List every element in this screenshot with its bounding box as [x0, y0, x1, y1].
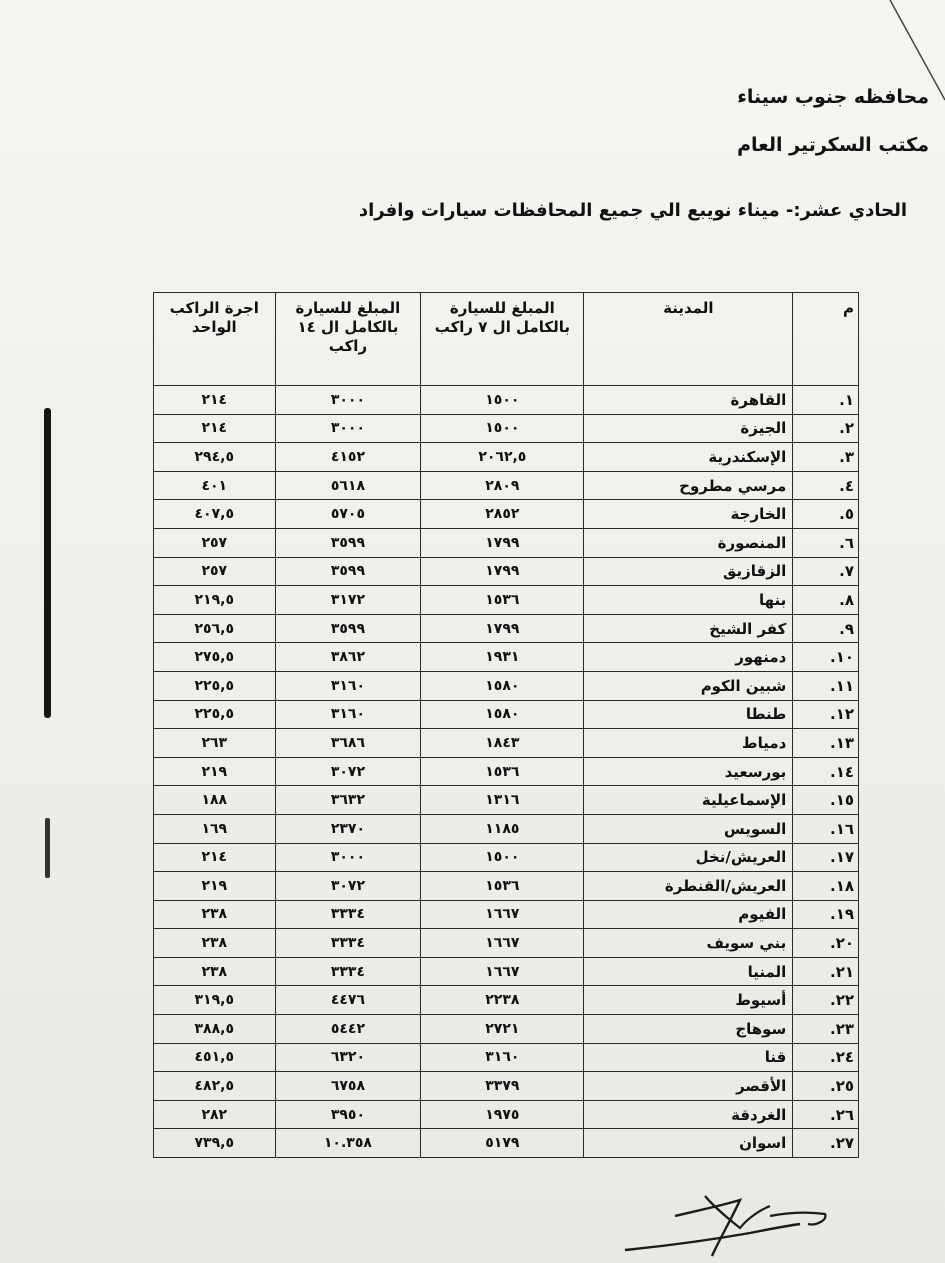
per-passenger-fare: ٢٢٥,٥: [154, 700, 276, 729]
car-7-seats-fare: ٢٧٢١: [421, 1015, 584, 1044]
section-title: الحادي عشر:- ميناء نويبع الي جميع المحافظات سيارات وافراد: [358, 200, 907, 221]
per-passenger-fare: ٢٧٥,٥: [154, 643, 276, 672]
car-7-seats-fare: ١٣١٦: [421, 786, 584, 815]
row-index: ٩.: [793, 614, 859, 643]
table-row: [154, 786, 859, 815]
per-passenger-fare: ٢٩٤,٥: [154, 443, 276, 472]
per-passenger-fare: ٢٥٦,٥: [154, 614, 276, 643]
row-index: ٢١.: [793, 957, 859, 986]
car-14-seats-fare: ٤٤٧٦: [275, 986, 421, 1015]
per-passenger-fare: ٢٥٧: [154, 528, 276, 557]
city-name: العريش/القنطرة: [584, 872, 793, 901]
car-14-seats-fare: ٣٥٩٩: [275, 528, 421, 557]
row-index: ٢٢.: [793, 986, 859, 1015]
row-index: ٢٠.: [793, 929, 859, 958]
row-index: ١٢.: [793, 700, 859, 729]
governorate-heading: محافظه جنوب سيناء: [737, 86, 929, 108]
row-index: ١٣.: [793, 729, 859, 758]
per-passenger-fare: ٢٥٧: [154, 557, 276, 586]
row-index: ١٠.: [793, 643, 859, 672]
table-row: [154, 471, 859, 500]
per-passenger-fare: ٢٢٥,٥: [154, 671, 276, 700]
city-name: طنطا: [584, 700, 793, 729]
car-14-seats-fare: ٣٠٠٠: [275, 843, 421, 872]
car-14-seats-fare: ٤١٥٢: [275, 443, 421, 472]
car-7-seats-fare: ١٥٨٠: [421, 700, 584, 729]
city-name: الغردقة: [584, 1100, 793, 1129]
car-7-seats-fare: ١٨٤٣: [421, 729, 584, 758]
per-passenger-fare: ٤٨٢,٥: [154, 1072, 276, 1101]
car-14-seats-fare: ١٠.٣٥٨: [275, 1129, 421, 1158]
table-row: [154, 614, 859, 643]
table-row: [154, 414, 859, 443]
car-14-seats-fare: ٣١٦٠: [275, 700, 421, 729]
car-7-seats-fare: ١٥٣٦: [421, 586, 584, 615]
row-index: ١٥.: [793, 786, 859, 815]
table-row: [154, 557, 859, 586]
row-index: ٨.: [793, 586, 859, 615]
per-passenger-fare: ٢١٤: [154, 414, 276, 443]
table-row: [154, 900, 859, 929]
row-index: ٢٦.: [793, 1100, 859, 1129]
signature: [620, 1188, 850, 1263]
car-7-seats-fare: ١٦٦٧: [421, 929, 584, 958]
car-7-seats-fare: ٢٠٦٢,٥: [421, 443, 584, 472]
row-index: ٢٤.: [793, 1043, 859, 1072]
row-index: ٢٥.: [793, 1072, 859, 1101]
table-row: [154, 757, 859, 786]
car-14-seats-fare: ٦٧٥٨: [275, 1072, 421, 1101]
row-index: ٥.: [793, 500, 859, 529]
row-index: ١.: [793, 386, 859, 415]
per-passenger-fare: ٢٦٣: [154, 729, 276, 758]
per-passenger-fare: ٢١٩: [154, 757, 276, 786]
car-14-seats-fare: ٣٣٣٤: [275, 900, 421, 929]
car-14-seats-fare: ٣٦٣٢: [275, 786, 421, 815]
per-passenger-fare: ٢٣٨: [154, 929, 276, 958]
city-name: الأقصر: [584, 1072, 793, 1101]
row-index: ٦.: [793, 528, 859, 557]
row-index: ٢٧.: [793, 1129, 859, 1158]
column-header-city: المدينة: [584, 293, 793, 386]
table-row: [154, 1043, 859, 1072]
city-name: اسوان: [584, 1129, 793, 1158]
table-row: [154, 814, 859, 843]
city-name: الإسكندرية: [584, 443, 793, 472]
table-row: [154, 586, 859, 615]
row-index: ١٩.: [793, 900, 859, 929]
car-7-seats-fare: ١٧٩٩: [421, 614, 584, 643]
row-index: ٢٣.: [793, 1015, 859, 1044]
car-7-seats-fare: ١٦٦٧: [421, 957, 584, 986]
car-7-seats-fare: ١٥٠٠: [421, 414, 584, 443]
per-passenger-fare: ٧٣٩,٥: [154, 1129, 276, 1158]
fares-table: [153, 292, 859, 1158]
per-passenger-fare: ٣٨٨,٥: [154, 1015, 276, 1044]
table-row: [154, 929, 859, 958]
table-row: [154, 729, 859, 758]
per-passenger-fare: ٢٣٨: [154, 900, 276, 929]
scan-edge-shadow: [44, 408, 51, 718]
table-row: [154, 843, 859, 872]
car-7-seats-fare: ٢٨٥٢: [421, 500, 584, 529]
table-header-row: [154, 293, 859, 386]
table-row: [154, 1015, 859, 1044]
office-heading: مكتب السكرتير العام: [737, 134, 929, 156]
city-name: قنا: [584, 1043, 793, 1072]
scan-edge-mark: [45, 818, 50, 878]
car-14-seats-fare: ٣٠٧٢: [275, 757, 421, 786]
per-passenger-fare: ١٨٨: [154, 786, 276, 815]
per-passenger-fare: ٢١٩,٥: [154, 586, 276, 615]
car-7-seats-fare: ٢٨٠٩: [421, 471, 584, 500]
table-row: [154, 986, 859, 1015]
table-row: [154, 700, 859, 729]
table-row: [154, 643, 859, 672]
car-14-seats-fare: ٣١٦٠: [275, 671, 421, 700]
car-7-seats-fare: ١٥٠٠: [421, 386, 584, 415]
car-14-seats-fare: ٣٠٠٠: [275, 386, 421, 415]
car-7-seats-fare: ١٥٠٠: [421, 843, 584, 872]
table-row: [154, 957, 859, 986]
city-name: الخارجة: [584, 500, 793, 529]
car-14-seats-fare: ٣٥٩٩: [275, 614, 421, 643]
car-14-seats-fare: ٥٧٠٥: [275, 500, 421, 529]
row-index: ١١.: [793, 671, 859, 700]
table-row: [154, 1129, 859, 1158]
car-7-seats-fare: ١٧٩٩: [421, 528, 584, 557]
per-passenger-fare: ٣١٩,٥: [154, 986, 276, 1015]
per-passenger-fare: ١٦٩: [154, 814, 276, 843]
city-name: دمنهور: [584, 643, 793, 672]
car-14-seats-fare: ٣٦٨٦: [275, 729, 421, 758]
car-7-seats-fare: ٢٢٣٨: [421, 986, 584, 1015]
column-header-per-passenger: اجرة الراكب الواحد: [154, 293, 276, 386]
car-7-seats-fare: ١٧٩٩: [421, 557, 584, 586]
car-7-seats-fare: ١٥٨٠: [421, 671, 584, 700]
table-row: [154, 443, 859, 472]
car-14-seats-fare: ٣٣٣٤: [275, 929, 421, 958]
city-name: الإسماعيلية: [584, 786, 793, 815]
per-passenger-fare: ٢١٤: [154, 386, 276, 415]
car-7-seats-fare: ٣١٦٠: [421, 1043, 584, 1072]
per-passenger-fare: ٢١٤: [154, 843, 276, 872]
car-14-seats-fare: ٥٤٤٢: [275, 1015, 421, 1044]
row-index: ١٦.: [793, 814, 859, 843]
car-7-seats-fare: ١١٨٥: [421, 814, 584, 843]
car-7-seats-fare: ٥١٧٩: [421, 1129, 584, 1158]
car-14-seats-fare: ٣٥٩٩: [275, 557, 421, 586]
city-name: بورسعيد: [584, 757, 793, 786]
city-name: الفيوم: [584, 900, 793, 929]
city-name: بنها: [584, 586, 793, 615]
city-name: أسيوط: [584, 986, 793, 1015]
per-passenger-fare: ٢٨٢: [154, 1100, 276, 1129]
city-name: القاهرة: [584, 386, 793, 415]
table-row: [154, 528, 859, 557]
car-14-seats-fare: ٣١٧٢: [275, 586, 421, 615]
city-name: المنصورة: [584, 528, 793, 557]
table-row: [154, 1072, 859, 1101]
car-7-seats-fare: ١٥٣٦: [421, 757, 584, 786]
table-row: [154, 1100, 859, 1129]
city-name: العريش/نخل: [584, 843, 793, 872]
car-7-seats-fare: ١٩٣١: [421, 643, 584, 672]
city-name: بني سويف: [584, 929, 793, 958]
car-7-seats-fare: ١٥٣٦: [421, 872, 584, 901]
car-14-seats-fare: ٢٣٧٠: [275, 814, 421, 843]
car-14-seats-fare: ٣٨٦٢: [275, 643, 421, 672]
city-name: مرسي مطروح: [584, 471, 793, 500]
per-passenger-fare: ٤٠٧,٥: [154, 500, 276, 529]
car-14-seats-fare: ٣٠٠٠: [275, 414, 421, 443]
car-14-seats-fare: ٥٦١٨: [275, 471, 421, 500]
row-index: ٧.: [793, 557, 859, 586]
row-index: ٢.: [793, 414, 859, 443]
city-name: المنيا: [584, 957, 793, 986]
table-row: [154, 386, 859, 415]
car-14-seats-fare: ٦٣٢٠: [275, 1043, 421, 1072]
car-14-seats-fare: ٣٩٥٠: [275, 1100, 421, 1129]
per-passenger-fare: ٤٠١: [154, 471, 276, 500]
row-index: ١٨.: [793, 872, 859, 901]
city-name: الجيزة: [584, 414, 793, 443]
row-index: ٤.: [793, 471, 859, 500]
table-row: [154, 671, 859, 700]
table-row: [154, 500, 859, 529]
city-name: الزقازيق: [584, 557, 793, 586]
per-passenger-fare: ٢٣٨: [154, 957, 276, 986]
row-index: ١٤.: [793, 757, 859, 786]
city-name: سوهاج: [584, 1015, 793, 1044]
car-7-seats-fare: ١٦٦٧: [421, 900, 584, 929]
car-7-seats-fare: ١٩٧٥: [421, 1100, 584, 1129]
car-14-seats-fare: ٣٠٧٢: [275, 872, 421, 901]
column-header-index: م: [793, 293, 859, 386]
city-name: كفر الشيخ: [584, 614, 793, 643]
row-index: ١٧.: [793, 843, 859, 872]
column-header-car-7-seats: المبلغ للسيارة بالكامل ال ٧ راكب: [421, 293, 584, 386]
column-header-car-14-seats: المبلغ للسيارة بالكامل ال ١٤ راكب: [275, 293, 421, 386]
city-name: السويس: [584, 814, 793, 843]
city-name: دمياط: [584, 729, 793, 758]
car-7-seats-fare: ٣٣٧٩: [421, 1072, 584, 1101]
row-index: ٣.: [793, 443, 859, 472]
city-name: شبين الكوم: [584, 671, 793, 700]
per-passenger-fare: ٤٥١,٥: [154, 1043, 276, 1072]
table-row: [154, 872, 859, 901]
per-passenger-fare: ٢١٩: [154, 872, 276, 901]
car-14-seats-fare: ٣٣٣٤: [275, 957, 421, 986]
table-body: [154, 386, 859, 1158]
